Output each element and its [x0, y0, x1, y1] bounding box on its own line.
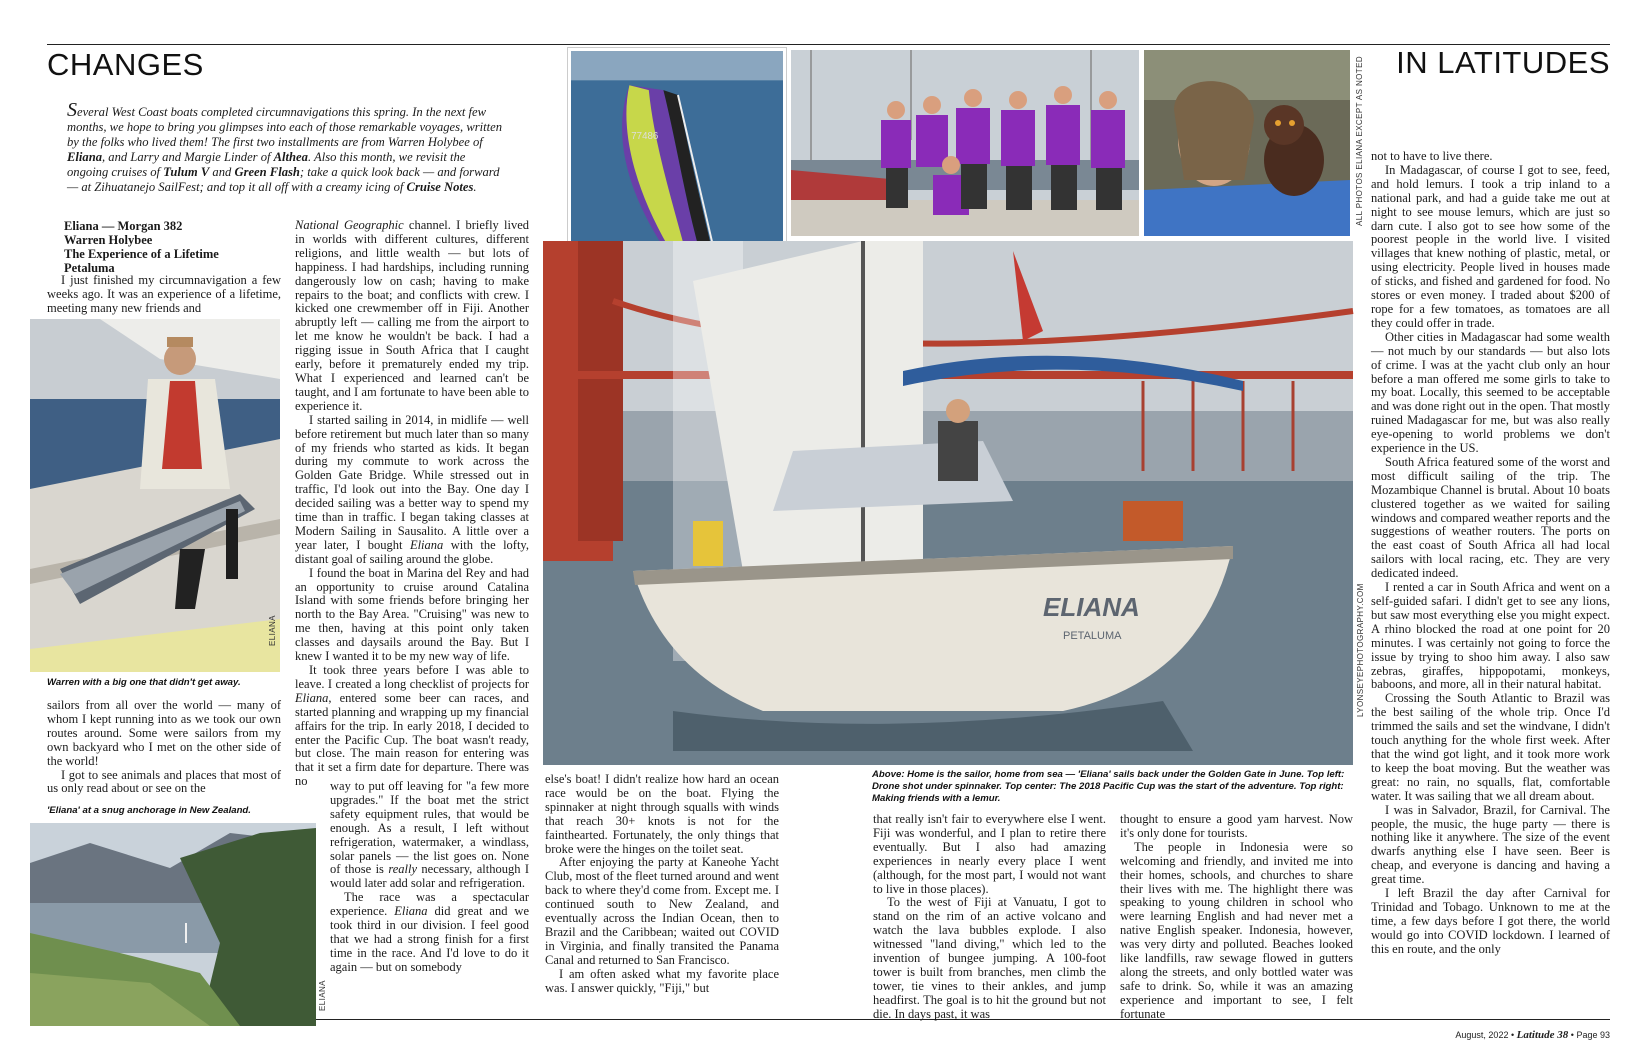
photo-warren-tuna: [30, 319, 280, 672]
boat-name: Eliana: [394, 904, 428, 919]
intro-dropcap: S: [67, 99, 77, 121]
intro-cruise-notes: Cruise Notes: [406, 180, 474, 194]
paragraph: thought to ensure a good yam harvest. Now it's only done for tourists.: [1120, 812, 1353, 840]
sail-number: 77486: [631, 130, 659, 142]
column-3: [545, 773, 779, 1014]
paragraph: else's boat! I didn't realize how hard an ocean race would be on the boat. Flying the spinnaker at night through squalls with winds that reach 30+ knots is not for the fainthearted. Fortunately, the only things that broke were the hinges on the toilet seat.: [545, 772, 779, 856]
paragraph-text: I started sailing in 2014, in midlife — well before retirement but much later than so many of my friends who started as kids. It began during my commute to work across the Golden Gate Bridge. While stressed out in traffic, I'd look out into the Bay. One day I decided sailing was a better way to spend my time than in traffic. I began taking classes at Modern Sailing in Sausalito. A little over a year later, I bought: [295, 412, 529, 552]
intro-text: , and Larry and Margie Linder of: [102, 150, 274, 164]
paragraph: I found the boat in Marina del Rey and had an opportunity to cruise around Catalina Island with some friends before bringing her north to the Bay Area. "Cruising" was new to me then, having at this point only taken classes and daysails around the Bay. But I knew I wanted it to be my new way of life.: [295, 565, 529, 664]
boat-name: Eliana: [295, 690, 329, 705]
paragraph: I left Brazil the day after Carnival for Trinidad and Tobago. Unknown to me at the time, a few days before I got there, the world would go into COVID lockdown. I learned of this en route, and the only: [1371, 886, 1610, 956]
byline-author: Warren Holybee: [64, 233, 153, 247]
paragraph: I am often asked what my favorite place was. I answer quickly, "Fiji," but: [545, 966, 779, 995]
paragraph-text: It took three years before I was able to leave. I created a long checklist of projects for: [295, 663, 529, 691]
intro-text: everal West Coast boats completed circumnavigations this spring. In the next few months, we hope to bring you glimpses into each of those remarkable voyages, written by the folks who lived them! The first two installments are from Warren Holybee of: [67, 105, 503, 149]
column-6: [1371, 150, 1610, 1014]
paragraph: I got to see animals and places that most of us only read about or see on the: [47, 767, 281, 796]
footer-bullet: •: [1570, 1030, 1574, 1040]
footer-magazine-name: Latitude 38: [1516, 1029, 1569, 1041]
photo-eliana-golden-gate: [543, 241, 1353, 765]
column-2-top: [295, 218, 530, 789]
byline-hailing-port: Petaluma: [64, 261, 115, 275]
section-title-right: IN LATITUDES: [1396, 45, 1610, 80]
intro-boat-eliana: Eliana: [67, 150, 102, 164]
column-4: [873, 812, 1106, 1021]
paragraph: not to have to live there.: [1371, 149, 1493, 163]
intro-paragraph: [67, 99, 509, 195]
photo-pacific-cup-crew: [791, 50, 1139, 236]
paragraph: The people in Indonesia were so welcoming and friendly, and invited me into their homes, schools, and churches to share their lives with me. The highlight there was speaking to young children in school who were learning English and had never met a native English speaker. Indonesia, however, was very dirty and polluted. Beaches looked like landfills, raw sewage flowed in gutters along the streets, and only bottled water was safe to drink. So, while it was an amazing experience and important to see, I felt fortunate: [1120, 839, 1353, 1021]
paragraph-text: channel. I briefly lived in worlds with different cultures, different religions, and little wealth — but lots of happiness. I had hardships, including running dangerously low on cash; having to make repairs to the boat; and conflicts with crew. I kicked one crewmember off in Fiji. Another abruptly left — calling me from the airport to let me know he wouldn't be back. I had a rigging issue in South Africa that I caught early, before it prematurely ended my trip. What I experienced and learned can't be taught, and I am fortunate to have been able to experience it.: [295, 218, 530, 413]
paragraph: In Madagascar, of course I got to see, feed, and hold lemurs. I took a trip inland to a national park, and had a guide take me out at night to see mouse lemurs, which are just so darn cute. I also got to see how some of the poorest people in the world live. I visited villages that knew nothing of plastic, metal, or using electricity. People lived in houses made of sticks, and fished and gardened for food. No stores or even money. I traded about $200 of rope for a few tomatoes, as tomatoes are all they could offer in trade.: [1371, 162, 1610, 330]
paragraph: sailors from all over the world — many of whom I kept running into as we took our own routes around. Some were sailors from my own backyard who I met on the other side of the world!: [47, 698, 281, 768]
byline-subtitle: The Experience of a Lifetime: [64, 247, 219, 261]
intro-text: ; take a quick look back — and forward — at Zihuatanejo SailFest; and top it all off with a creamy icing of: [67, 165, 500, 194]
paragraph: South Africa featured some of the worst and most difficult sailing of the trip. The Mozambique Channel is brutal. About 10 boats clustered together as we waited for sailing windows and compared weather reports and the suggestions of weather routers. The ports on the east coast of South Africa all had local sailors with local racing, etc. They are very dedicated indeed.: [1371, 454, 1610, 581]
intro-boat-tulum: Tulum V: [163, 165, 210, 179]
page-footer: [1455, 1029, 1610, 1041]
paragraph: that really isn't fair to everywhere else I went. Fiji was wonderful, and I plan to retire there eventually. But I also had amazing experiences in nearly every place I went (although, for the most part, I would not want to live in those places).: [873, 812, 1106, 896]
photo-credit-eliana-1: ELIANA: [268, 615, 277, 646]
byline: [64, 219, 284, 275]
column-1-bottom: [47, 699, 281, 795]
italic-text: really: [388, 862, 418, 877]
paragraph: After enjoying the party at Kaneohe Yacht Club, most of the fleet turned around and went back to where they'd come from. Except me. I continued south to New Zealand, and eventually across the Indian Ocean, then to Brazil and the Caribbean; waited out COVID in Virginia, and finally transited the Panama Canal and returned to San Francisco.: [545, 855, 779, 967]
paragraph-text: with the lofty, distant goal of sailing around the globe.: [295, 537, 529, 566]
section-title-left: CHANGES: [47, 47, 204, 82]
paragraph-text: necessary, although I would later add solar and refrigeration.: [330, 862, 529, 891]
photo-credit-eliana-2: ELIANA: [318, 980, 327, 1011]
paragraph: I rented a car in South Africa and went on a self-guided safari. I didn't get to see any lions, but saw most everything else you might expect. A rhino blocked the road at one point for 20 minutes. I was certainly not going to force the issue by trying to shoo him away. I also saw zebras, giraffes, hippopotami, monkeys, baboons, and more, all in their natural habitat.: [1371, 580, 1610, 692]
paragraph-text: , entered some beer can races, and started planning and wrapping up my financial affairs for the trip. In early 2018, I decided to enter the Pacific Cup. The boat wasn't ready, but close. The main reason for entering was that it set a firm date for departure. There was no: [295, 690, 529, 789]
intro-text: and: [209, 165, 235, 179]
photo-credit-all-photos: ALL PHOTOS ELIANA EXCEPT AS NOTED: [1355, 56, 1364, 226]
photo-lemur: [1144, 50, 1350, 236]
caption-warren: Warren with a big one that didn't get away.: [47, 677, 241, 688]
paragraph: I just finished my circumnavigation a few weeks ago. It was an experience of a lifetime, meeting many new friends and: [47, 273, 281, 315]
intro-boat-althea: Althea: [273, 150, 308, 164]
hailing-port-on-hull: PETALUMA: [1063, 630, 1122, 642]
paragraph-text: way to put off leaving for "a few more upgrades." If the boat met the strict safety equipment rules, that would be enough. As a result, I left without refrigeration, watermaker, a windlass, solar panels — the list goes on. None of those is: [330, 779, 529, 877]
boat-name-on-hull: ELIANA: [1043, 592, 1140, 622]
boat-name: Eliana: [409, 537, 444, 552]
paragraph-text: did great and we took third in our division. I feel good that we had a strong finish for a first time in the race. And I'd love to do it again — but on somebody: [330, 904, 529, 974]
italic-text: National Geographic: [295, 218, 404, 232]
footer-bullet: •: [1510, 1030, 1515, 1040]
paragraph: Crossing the South Atlantic to Brazil was the best sailing of the whole trip. Once I'd trimmed the sails and set the windvane, I didn't touch anything for the whole first week. After that the wind got light, and it took more work to keep the boat moving. But the weather was great: no rain, no squalls, flat, comfortable water. It was sailing that we all dream about.: [1371, 691, 1610, 803]
paragraph-text: The race was a spectacular experience.: [330, 890, 529, 919]
intro-boat-greenflash: Green Flash: [234, 165, 300, 179]
footer-page-number: Page 93: [1576, 1030, 1610, 1040]
caption-main: Above: Home is the sailor, home from sea — 'Eliana' sails back under the Golden Gate in June. Top left: Drone shot under spinnaker. Top center: The 2018 Pacific Cup was the start of the adventure. Top right: Making friends with a lemur.: [872, 769, 1345, 804]
paragraph: Other cities in Madagascar had some wealth — not much by our standards — but also lots of crime. I was at the yacht club only an hour before a man offered me some girls to take to my boat. Locally, this seemed to be acceptable and was done right out in the open. That mostly ruined Madagascar for me, but was also really eye-opening to world problems we don't experience in the US.: [1371, 329, 1610, 456]
footer-date: August, 2022: [1455, 1030, 1509, 1040]
caption-anchorage: 'Eliana' at a snug anchorage in New Zealand.: [47, 805, 251, 816]
column-5: [1120, 812, 1353, 1021]
photo-credit-lyons: LYONSEYEPHOTOGRAPHY.COM: [1356, 583, 1365, 717]
intro-text: . Also this month, we revisit the ongoing cruises of: [67, 150, 466, 179]
intro-text: .: [473, 180, 477, 194]
byline-boat: Eliana — Morgan 382: [64, 219, 183, 233]
top-rule: [47, 44, 1610, 45]
photo-nz-anchorage: [30, 823, 316, 1026]
paragraph: To the west of Fiji at Vanuatu, I got to stand on the rim of an active volcano and watch the lava bubbles explode. I also witnessed "land diving," which led to the invention of bungee jumping. A 100-foot tower is built from branches, men climb the tower, tie vines to their ankles, and jump headfirst. The goal is to hit the ground but not die. In days past, it was: [873, 895, 1106, 1021]
column-1-top: [47, 274, 281, 318]
paragraph: I was in Salvador, Brazil, for Carnival. The people, the music, the huge party — there is nothing like it anywhere. The size of the event dwarfs anything else I have seen. Beer is cheap, and everyone is dancing and having a great time.: [1371, 802, 1610, 887]
column-2-bottom: [330, 780, 529, 1014]
